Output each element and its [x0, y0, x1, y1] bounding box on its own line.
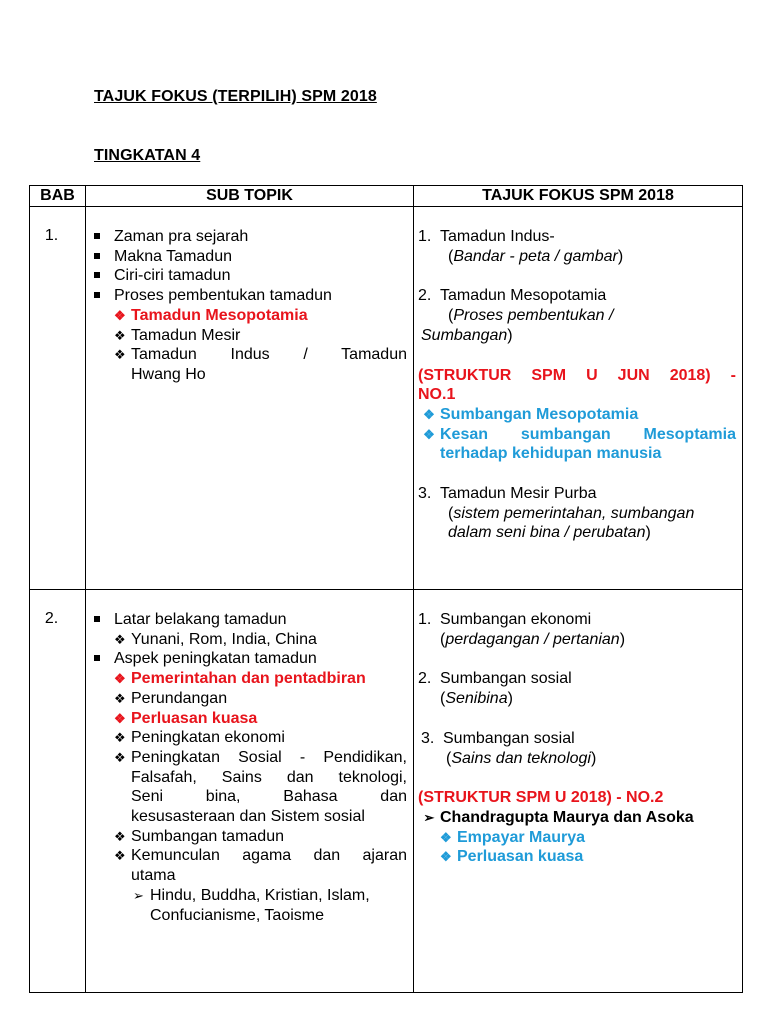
diamond-bullet-icon: ❖ — [423, 426, 435, 442]
list-item: ❖ Tamadun Mesopotamia — [114, 306, 308, 324]
list-item: ❖ Sumbangan Mesopotamia — [418, 405, 736, 425]
table-row — [30, 207, 743, 590]
table-header-row — [30, 186, 743, 207]
header-bab: BAB — [30, 186, 86, 207]
square-bullet-icon — [94, 292, 100, 298]
list-item: ❖ Peningkatan ekonomi — [114, 729, 285, 747]
bab-number: 2. — [30, 590, 86, 993]
list-item: Ciri-ciri tamadun — [92, 266, 407, 286]
diamond-bullet-icon: ❖ — [114, 327, 126, 343]
list-item: Zaman pra sejarah — [92, 227, 407, 247]
list-item: 1. Tamadun Indus- — [418, 228, 555, 245]
list-item: ❖ Tamadun Indus / Tamadun Hwang Ho — [114, 346, 407, 383]
list-item: ❖ Kemunculan agama dan ajaran utama — [114, 847, 407, 885]
list-item: ❖ Tamadun Mesir — [114, 326, 241, 344]
bab-number: 1. — [30, 207, 86, 590]
diamond-bullet-icon: ❖ — [114, 671, 126, 687]
list-item: ❖ Kesan sumbangan Mesoptamia terhadap kehidupan manusia — [418, 425, 736, 464]
diamond-bullet-icon: ❖ — [114, 848, 126, 864]
list-item: ❖ Yunani, Rom, India, China — [114, 630, 317, 648]
header-tajuk-fokus: TAJUK FOKUS SPM 2018 — [414, 186, 743, 207]
list-item: ➢ Hindu, Buddha, Kristian, Islam, Confucianisme, Taoisme — [133, 886, 370, 924]
struktur-label: NO.1 — [418, 386, 456, 404]
square-bullet-icon — [94, 233, 100, 239]
list-item: Proses pembentukan tamadun — [92, 286, 407, 306]
list-item: 3. Sumbangan sosial — [421, 729, 575, 747]
page-title: TAJUK FOKUS (TERPILIH) SPM 2018 — [94, 88, 377, 105]
list-item: 3. Tamadun Mesir Purba — [418, 485, 597, 503]
list-item: 1. Sumbangan ekonomi — [418, 611, 592, 628]
struktur-label: (STRUKTUR SPM U JUN 2018) - — [418, 366, 736, 384]
diamond-bullet-icon: ❖ — [114, 347, 126, 363]
list-item: ❖ Peningkatan Sosial - Pendidikan, Falsafah, Sains dan teknologi, Seni bina, Bahasa dan kesusasteraan dan Sistem sosial — [114, 748, 407, 826]
table-row — [30, 590, 743, 993]
page-subtitle: TINGKATAN 4 — [94, 147, 201, 164]
square-bullet-icon — [94, 616, 100, 622]
list-item: ❖ Perluasan kuasa — [114, 709, 258, 727]
diamond-bullet-icon: ❖ — [114, 690, 126, 706]
header-sub-topik: SUB TOPIK — [86, 186, 414, 207]
list-item: 2. Sumbangan sosial — [418, 670, 572, 688]
diamond-bullet-icon: ❖ — [114, 730, 126, 746]
diamond-bullet-icon: ❖ — [423, 406, 435, 422]
list-item: ❖ Pemerintahan dan pentadbiran — [114, 670, 366, 688]
sub-topik-cell — [86, 207, 414, 590]
diamond-bullet-icon: ❖ — [114, 631, 126, 647]
diamond-bullet-icon: ❖ — [114, 307, 126, 323]
list-item: Makna Tamadun — [92, 247, 407, 267]
arrowhead-bullet-icon: ➢ — [423, 809, 435, 825]
diamond-bullet-icon: ❖ — [440, 829, 452, 845]
list-item: ❖ Empayar Maurya — [440, 828, 586, 846]
list-item: 2. Tamadun Mesopotamia — [418, 287, 607, 305]
struktur-label: (STRUKTUR SPM U 2018) - NO.2 — [418, 789, 664, 807]
arrowhead-bullet-icon: ➢ — [133, 887, 144, 903]
square-bullet-icon — [94, 272, 100, 278]
square-bullet-icon — [94, 253, 100, 259]
sub-topik-cell — [86, 590, 414, 993]
focus-table — [29, 185, 743, 993]
square-bullet-icon — [94, 655, 100, 661]
diamond-bullet-icon: ❖ — [114, 828, 126, 844]
list-item: ➢ Chandragupta Maurya dan Asoka — [418, 808, 736, 828]
tajuk-fokus-cell: 1. Tamadun Indus- (Bandar - peta / gambar) 2. Tamadun Mesopotamia (Proses pembentukan / Sumbangan) (STRUKTUR SPM U JUN 2018) - NO.1 ❖ Sumbangan Mesopotamia ❖ Kesan sumbangan Mesoptamia terhadap kehidupan manusia 3. Tamadun Mesir Purba (sistem pemerintahan, sumbangan dalam seni bina / perubatan) — [414, 207, 743, 590]
list-item: ❖ Perundangan — [114, 689, 228, 707]
diamond-bullet-icon: ❖ — [114, 710, 126, 726]
list-item: ❖ Sumbangan tamadun — [114, 827, 284, 845]
tajuk-fokus-cell: 1. Sumbangan ekonomi (perdagangan / pertanian) 2. Sumbangan sosial (Senibina) 3. Sumbangan sosial (Sains dan teknologi) (STRUKTUR SPM U 2018) - NO.2 ➢ Chandragupta Maurya dan Asoka ❖ Empayar Maurya ❖ Perluasan kuasa — [414, 590, 743, 993]
diamond-bullet-icon: ❖ — [440, 849, 452, 865]
list-item: Aspek peningkatan tamadun — [92, 649, 407, 669]
list-item: ❖ Perluasan kuasa — [440, 848, 584, 866]
list-item: Latar belakang tamadun — [92, 610, 407, 630]
diamond-bullet-icon: ❖ — [114, 749, 126, 765]
